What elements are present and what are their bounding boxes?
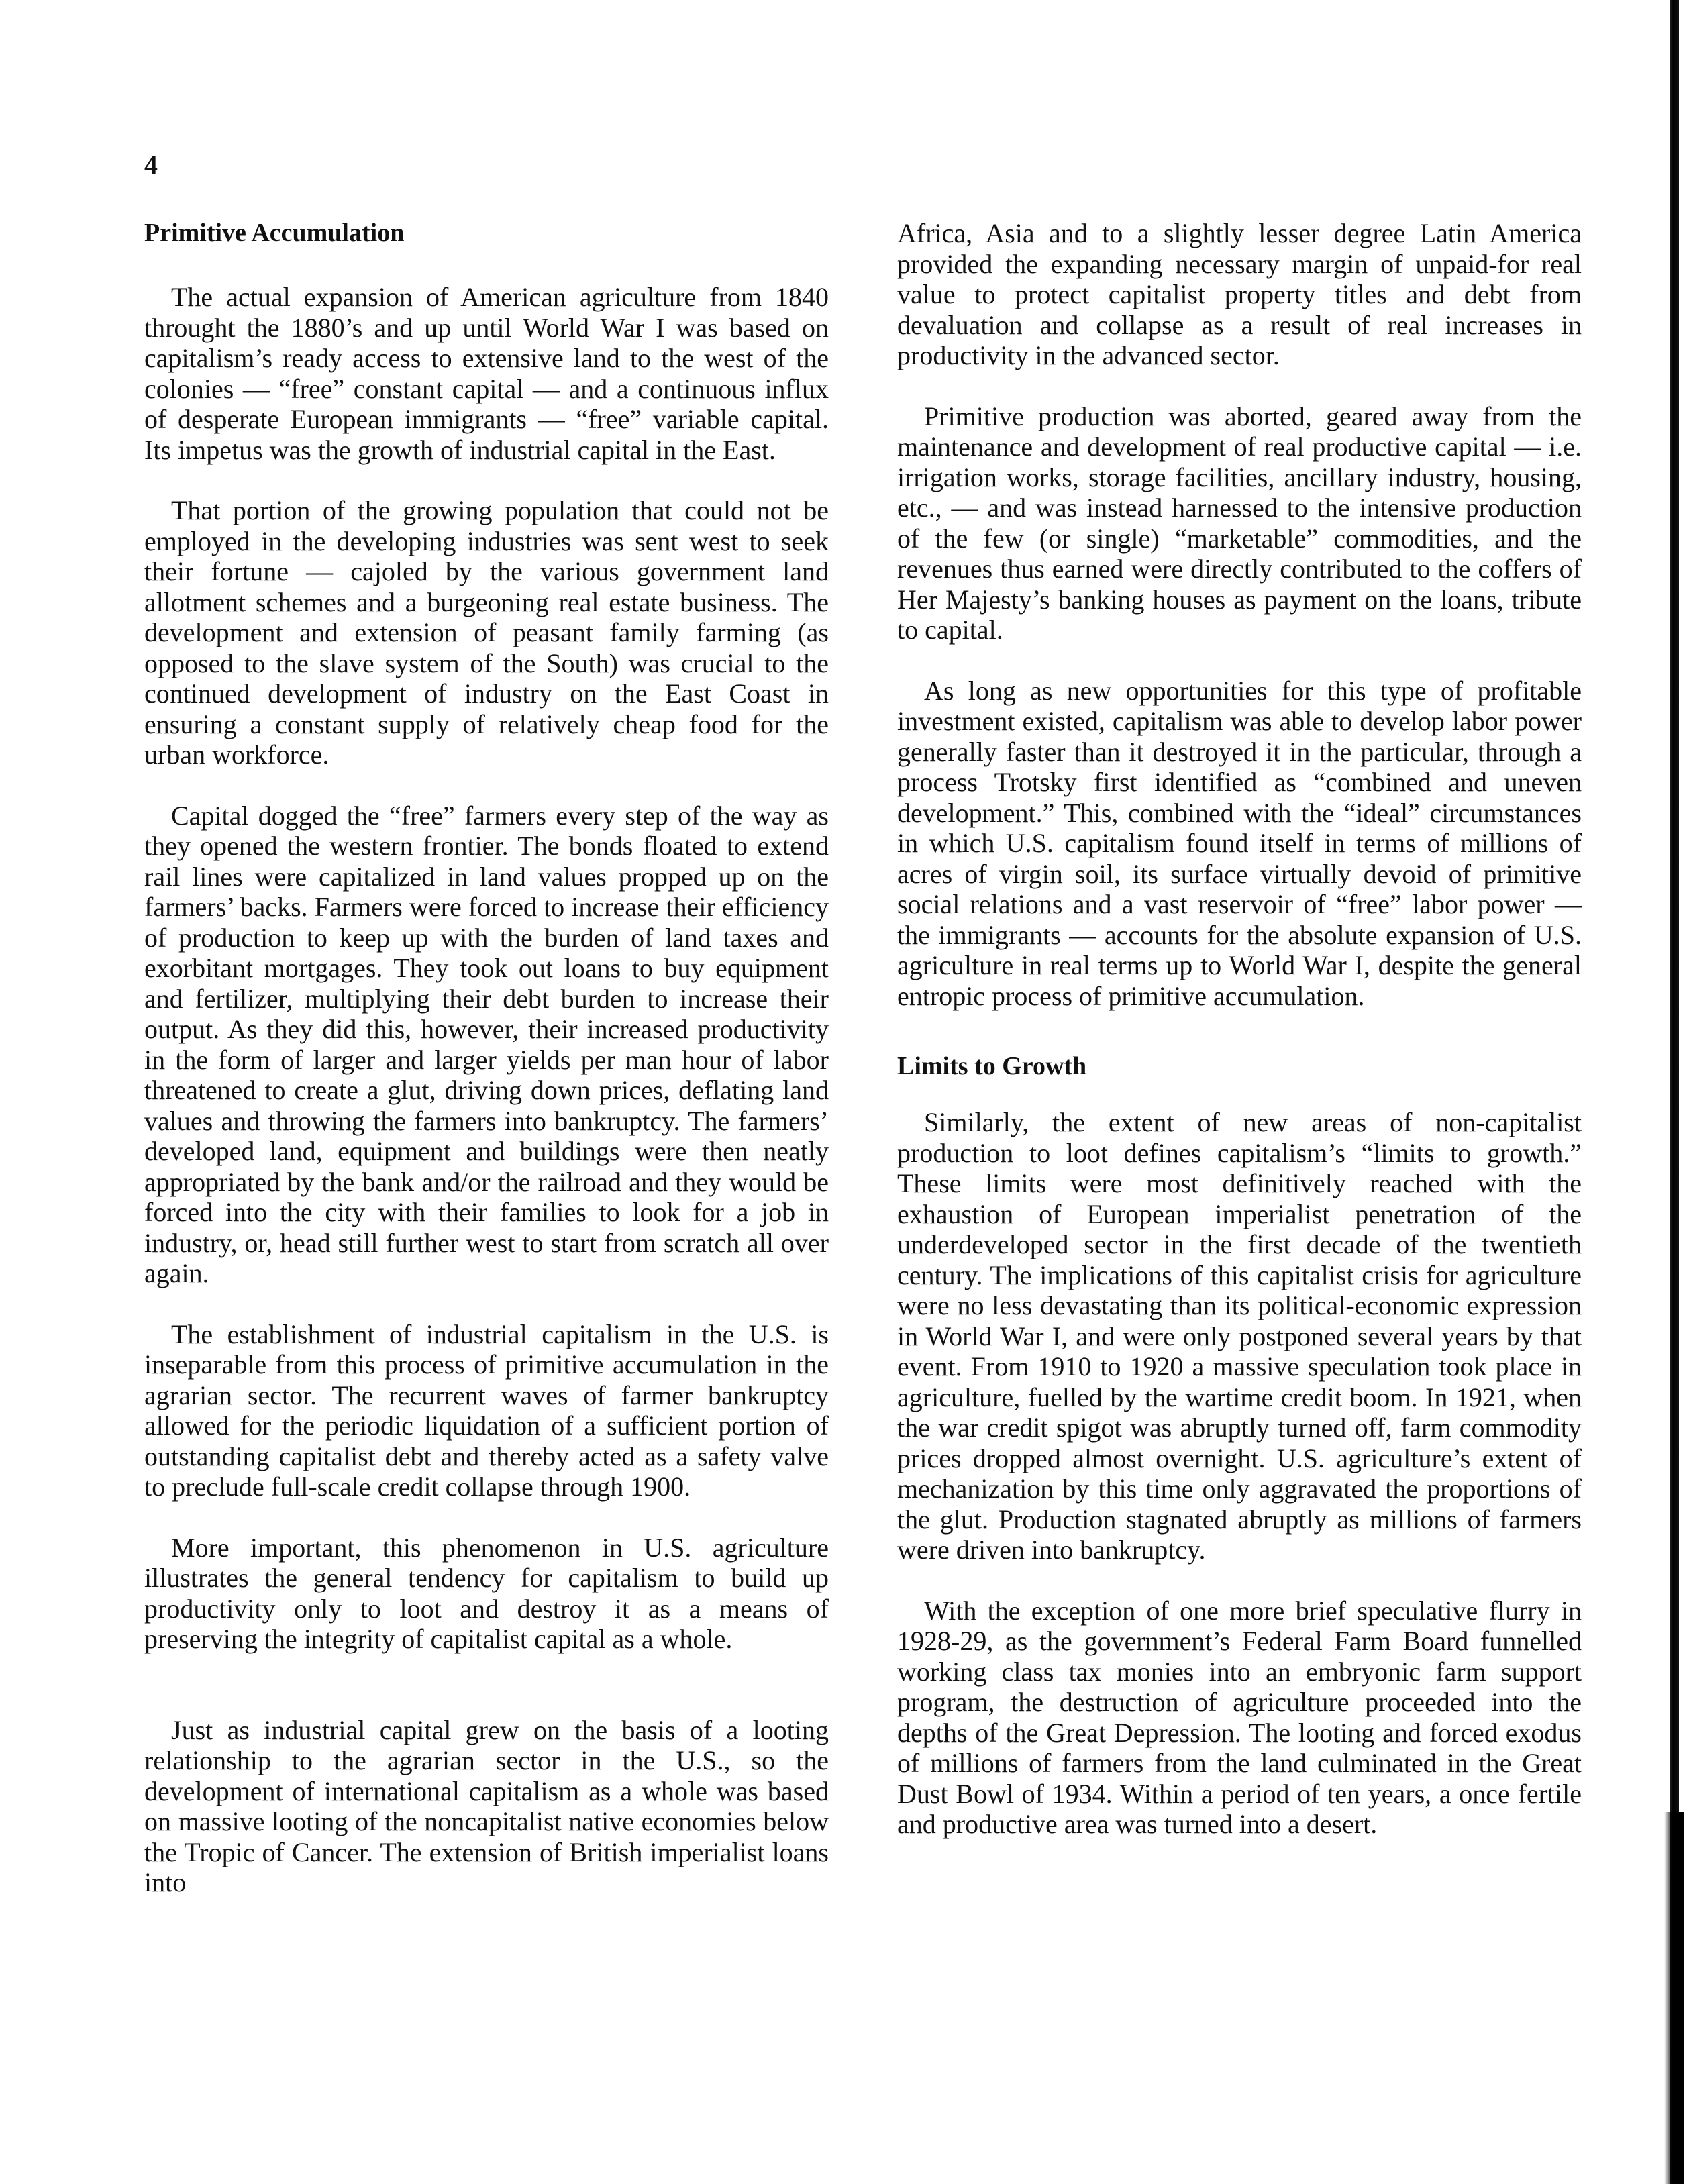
torn-edge: [1664, 1812, 1684, 2184]
page-number: 4: [144, 150, 158, 180]
paragraph: More important, this phenomenon in U.S. agriculture illustrates the general tendency for capitalism to build up productivity only to loot and destroy it as a means of preserving the integrity of capitalist capital as a whole.: [144, 1532, 829, 1654]
paragraph: The actual expansion of American agriculture from 1840 throught the 1880’s and up until World War I was based on capitalism’s ready access to extensive land to the west of the colonies — “free” constant capital — and a continuous influx of desperate European immigrants — “free” variable capital. Its impetus was the growth of industrial capital in the East.: [144, 282, 829, 465]
right-column: [897, 218, 1582, 1870]
paragraph: Similarly, the extent of new areas of non-capitalist production to loot defines capitalism’s “limits to growth.” These limits were most definitively reached with the exhaustion of European imperialist penetration of the underdeveloped sector in the first decade of the twentieth century. The implications of this capitalist crisis for agriculture were no less devastating than its political-economic expression in World War I, and were only postponed several years by that event. From 1910 to 1920 a massive speculation took place in agriculture, fuelled by the wartime credit boom. In 1921, when the war credit spigot was abruptly turned off, farm commodity prices dropped almost overnight. U.S. agriculture’s extent of mechanization by this time only aggravated the proportions of the glut. Production stagnated abruptly as millions of farmers were driven into bankruptcy.: [897, 1107, 1582, 1565]
paragraph: Just as industrial capital grew on the basis of a looting relationship to the agrarian sector in the U.S., so the development of international capitalism as a whole was based on massive looting of the noncapitalist native economies below the Tropic of Cancer. The extension of British imperialist loans into: [144, 1714, 829, 1897]
left-column: [144, 218, 829, 1928]
paragraph: As long as new opportunities for this type of profitable investment existed, capitalism was able to develop labor power generally faster than it destroyed it in the particular, through a process Trotsky first identified as “combined and uneven development.” This, combined with the “ideal” circumstances in which U.S. capitalism found itself in terms of millions of acres of virgin soil, its surface virtually devoid of primitive social relations and a vast reservoir of “free” labor power — the immigrants — accounts for the absolute expansion of U.S. agriculture in real terms up to World War I, despite the general entropic process of primitive accumulation.: [897, 675, 1582, 1011]
paragraph: That portion of the growing population that could not be employed in the developing industries was sent west to seek their fortune — cajoled by the various government land allotment schemes and a burgeoning real estate business. The development and extension of peasant family farming (as opposed to the slave system of the South) was crucial to the continued development of industry on the East Coast in ensuring a constant supply of relatively cheap food for the urban workforce.: [144, 495, 829, 770]
paragraph: With the exception of one more brief speculative flurry in 1928-29, as the government’s Federal Farm Board funnelled working class tax monies into an embryonic farm support program, the destruction of agriculture proceeded into the depths of the Great Depression. The looting and forced exodus of millions of farmers from the land culminated in the Great Dust Bowl of 1934. Within a period of ten years, a once fertile and productive area was turned into a desert.: [897, 1595, 1582, 1839]
paragraph-continued: Africa, Asia and to a slightly lesser degree Latin America provided the expanding necessary margin of unpaid-for real value to protect capitalist property titles and debt from devaluation and collapse as a result of real increases in productivity in the advanced sector.: [897, 218, 1582, 370]
paragraph: Primitive production was aborted, geared away from the maintenance and development of real productive capital — i.e. irrigation works, storage facilities, ancillary industry, housing, etc., — and was instead harnessed to the intensive production of the few (or single) “marketable” commodities, and the revenues thus earned were directly contributed to the coffers of Her Majesty’s banking houses as payment on the loans, tribute to capital.: [897, 401, 1582, 645]
scan-edge-border: [1657, 0, 1687, 2184]
paragraph: The establishment of industrial capitalism in the U.S. is inseparable from this process of primitive accumulation in the agrarian sector. The recurrent waves of farmer bankruptcy allowed for the periodic liquidation of a sufficient portion of outstanding capitalist debt and thereby acted as a safety valve to preclude full-scale credit collapse through 1900.: [144, 1318, 829, 1502]
section-heading-limits-to-growth: Limits to Growth: [897, 1052, 1087, 1080]
section-heading-primitive-accumulation: Primitive Accumulation: [144, 219, 405, 247]
paragraph: Capital dogged the “free” farmers every step of the way as they opened the western frontier. The bonds floated to extend rail lines were capitalized in land values propped up on the farmers’ backs. Farmers were forced to increase their efficiency of production to keep up with the burden of land taxes and exorbitant mortgages. They took out loans to buy equipment and fertilizer, multiplying their debt burden to increase their output. As they did this, however, their increased productivity in the form of larger and larger yields per man hour of labor threatened to create a glut, driving down prices, deflating land values and throwing the farmers into bankruptcy. The farmers’ developed land, equipment and buildings were then neatly appropriated by the bank and/or the railroad and they would be forced into the city with their families to look for a job in industry, or, head still further west to start from scratch all over again.: [144, 800, 829, 1288]
